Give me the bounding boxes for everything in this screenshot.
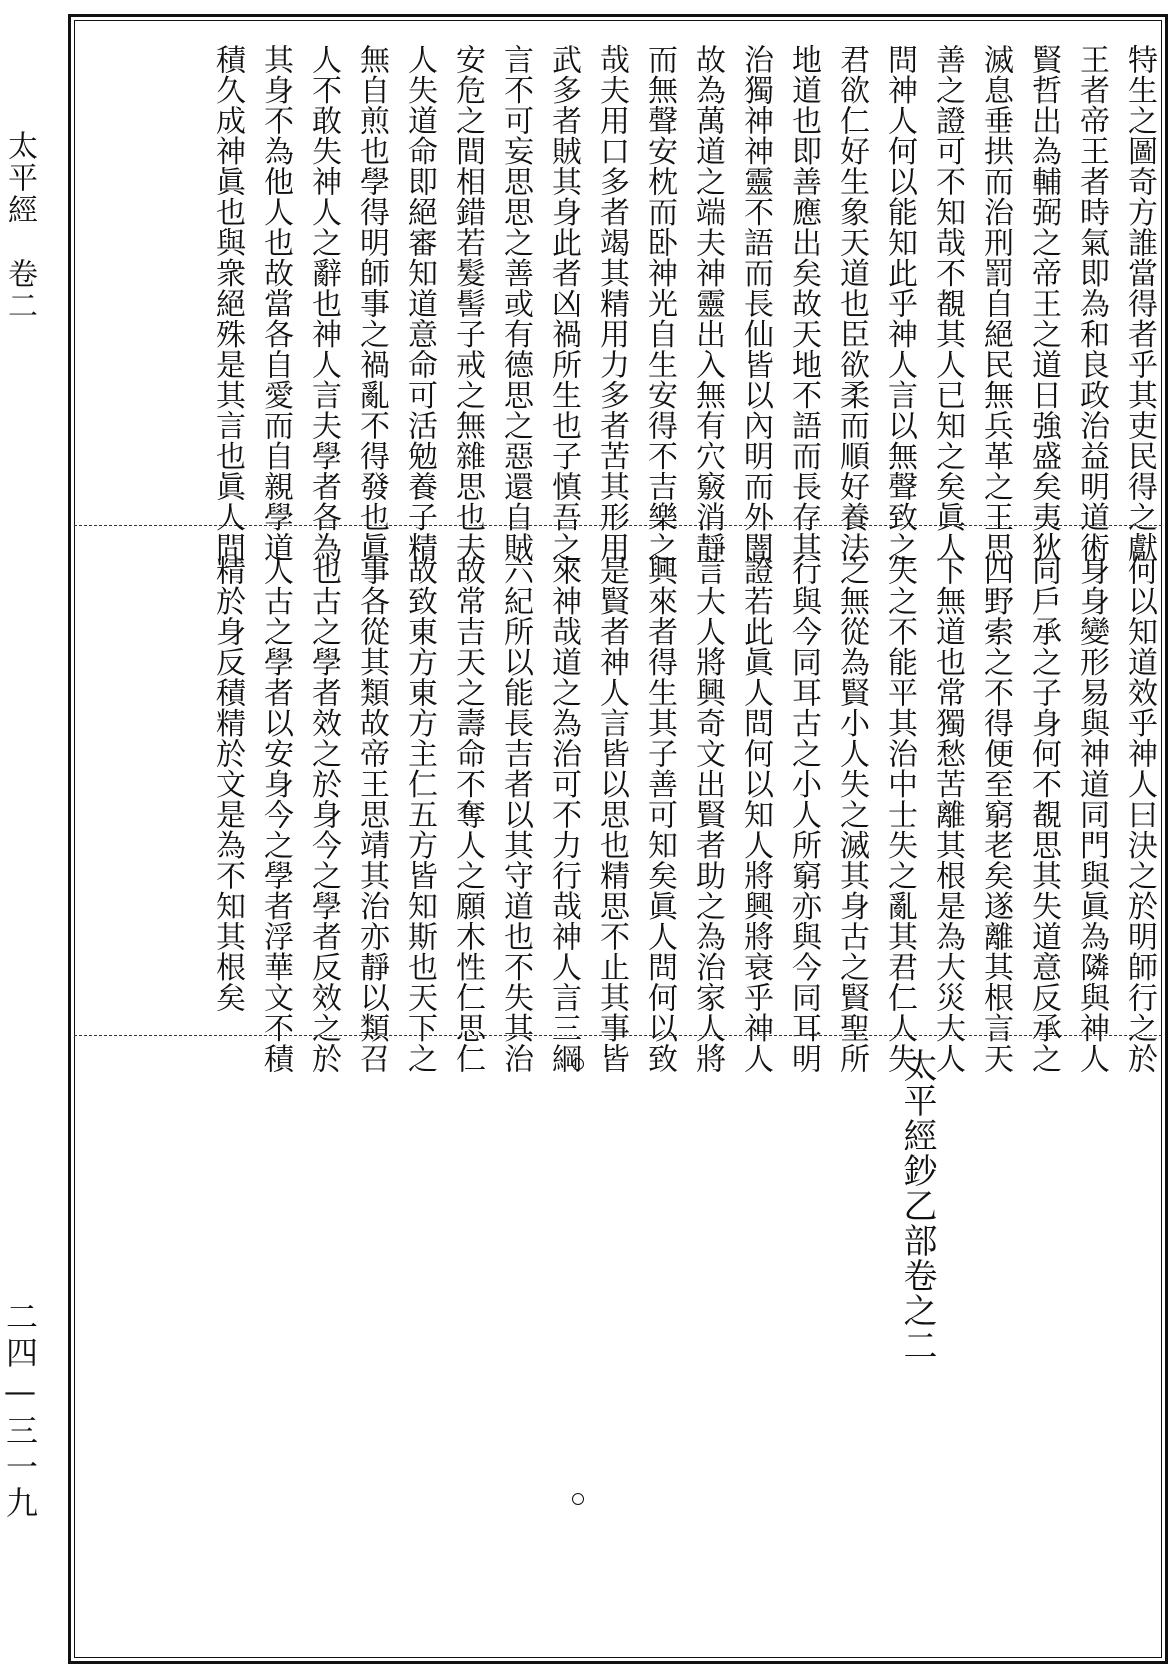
chapter-end-title: 太平經鈔乙部卷之二 bbox=[897, 1048, 937, 1363]
text-column: 人失道命即絕審知道意命可活勉養子精 bbox=[402, 44, 437, 563]
text-column: 六紀所以能長吉者以其守道也不失其治 bbox=[498, 555, 533, 1074]
text-column: 君欲仁好生象天道也臣欲柔而順好養法 bbox=[834, 44, 869, 563]
text-column: 善之證可不知哉不覩其人已知之矣眞人 bbox=[930, 44, 965, 563]
text-column: 下無道也常獨愁苦離其根是為大災大人 bbox=[930, 555, 965, 1074]
text-column: 之無從為賢小人失之滅其身古之賢聖所 bbox=[834, 555, 869, 1074]
text-column: 是賢者神人言皆以思也精思不止其事皆 bbox=[594, 555, 629, 1074]
text-column: 滅息垂拱而治刑罰自絕民無兵革之王思 bbox=[978, 44, 1013, 563]
margin-book-title: 太平經 卷二 bbox=[2, 130, 37, 322]
text-column: 失之不能平其治中士失之亂其君仁人失 bbox=[882, 555, 917, 1074]
text-column: 無自煎也學得明師事之禍亂不得發也眞 bbox=[354, 44, 389, 563]
text-column: 言大人將興奇文出賢者助之為治家人將 bbox=[690, 555, 725, 1074]
text-column: 興來者得生其子善可知矣眞人問何以致 bbox=[642, 555, 677, 1074]
text-column: 四野索之不得便至窮老矣遂離其根言天 bbox=[978, 555, 1013, 1074]
margin-page-number: 二四—三一九 bbox=[1, 1300, 39, 1522]
band-separator-upper bbox=[74, 525, 1162, 526]
text-column: 故致東方東方主仁五方皆知斯也天下之 bbox=[402, 555, 437, 1074]
text-column: 言不可妄思思之善或有德思之惡還自賊 bbox=[498, 44, 533, 563]
text-column: 問神人何以能知此乎神人言以無聲致之 bbox=[882, 44, 917, 563]
text-column: 人不敢失神人之辭也神人言夫學者各為 bbox=[306, 44, 341, 563]
text-column: 故常吉天之壽命不奪人之願木性仁思仁 bbox=[450, 555, 485, 1074]
text-column: 同戶承之子身何不覩思其失道意反承之 bbox=[1026, 555, 1061, 1074]
text-column: 事各從其類故帝王思靖其治亦靜以類召 bbox=[354, 555, 389, 1074]
text-band-upper bbox=[203, 44, 1163, 563]
text-column: 賢哲出為輔弼之帝王之道日強盛矣夷狄 bbox=[1026, 44, 1061, 563]
circle-mark-icon bbox=[572, 1058, 584, 1070]
text-column: 其身不為他人也故當各自愛而自親學道 bbox=[258, 44, 293, 563]
text-column: 來神哉道之為治可不力行哉神人言三綱 bbox=[546, 555, 581, 1074]
text-column: 而無聲安枕而卧神光自生安得不吉樂之 bbox=[642, 44, 677, 563]
text-column: 王者帝王者時氣即為和良政治益明道術 bbox=[1074, 44, 1109, 563]
text-column: 證若此眞人問何以知人將興將衰乎神人 bbox=[738, 555, 773, 1074]
text-column: 也古之學者效之於身今之學者反效之於 bbox=[306, 555, 341, 1074]
circle-mark-icon bbox=[572, 1493, 584, 1505]
text-band-lower bbox=[203, 555, 1163, 1074]
text-column: 特生之圖奇方誰當得者乎其吏民得之獻 bbox=[1122, 44, 1157, 563]
text-column: 故為萬道之端夫神靈出入無有穴竅消靜 bbox=[690, 44, 725, 563]
text-column: 武多者賊其身此者凶禍所生也子慎吾之 bbox=[546, 44, 581, 563]
text-column: 地道也即善應出矣故天地不語而長存其 bbox=[786, 44, 821, 563]
text-column: 積久成神眞也與衆絕殊是其言也眞人問 bbox=[210, 44, 245, 563]
text-column: 身身變形易與神道同門與眞為隣與神人 bbox=[1074, 555, 1109, 1074]
text-column: 安危之間相錯若髮髻子戒之無雜思也夫 bbox=[450, 44, 485, 563]
text-column: 精於身反積精於文是為不知其根矣 bbox=[210, 555, 245, 1013]
text-column: 人古之學者以安身今之學者浮華文不積 bbox=[258, 555, 293, 1074]
text-column: 行與今同耳古之小人所窮亦與今同耳明 bbox=[786, 555, 821, 1074]
text-column: 治獨神神靈不語而長仙皆以內明而外闇 bbox=[738, 44, 773, 563]
text-column: 何以知道效乎神人曰決之於明師行之於 bbox=[1122, 555, 1157, 1074]
band-separator-lower bbox=[74, 1035, 1162, 1036]
text-column: 哉夫用口多者竭其精用力多者苦其形用 bbox=[594, 44, 629, 563]
